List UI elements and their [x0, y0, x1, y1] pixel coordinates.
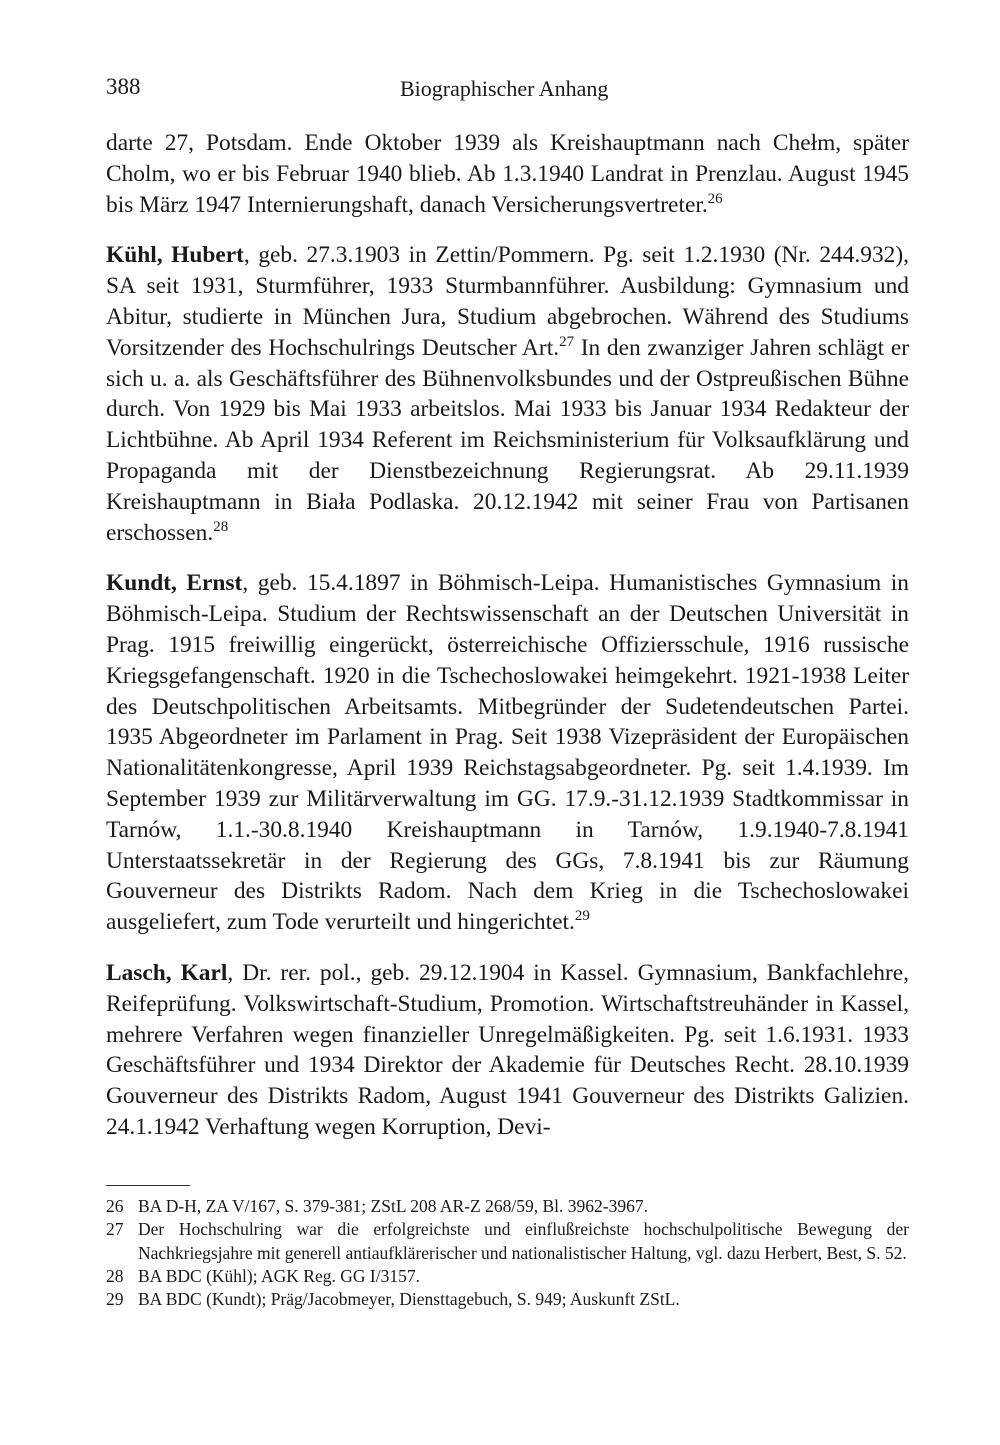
footnote-26 — [106, 1195, 909, 1218]
main-text — [106, 128, 909, 1143]
entry-name: Lasch, Karl — [106, 959, 228, 986]
entry-text: , geb. 15.4.1897 in Böhmisch-Leipa. Humanistisches Gymnasium in Böhmisch-Leipa. Studium der Rechtswissenschaft an der Deutschen Universität in Prag. 1915 freiwillig eingerückt, österreichische Offiziersschule, 1916 russische Kriegsgefangenschaft. 1920 in die Tschechoslowakei heimgekehrt. 1921-1938 Leiter des Deutschpolitischen Arbeitsamts. Mitbegründer der Sudetendeutschen Partei. 1935 Abgeordneter im Parlament in Prag. Seit 1938 Vizepräsident der Europäischen Nationalitätenkongresse, April 1939 Reichstagsabgeordneter. Pg. seit 1.4.1939. Im September 1939 zur Militärverwaltung im GG. 17.9.-31.12.1939 Stadtkommissar in Tarnów, 1.1.-30.8.1940 Kreishauptmann in Tarnów, 1.9.1940-7.8.1941 Unterstaatssekretär in der Regierung des GGs, 7.8.1941 bis zur Räumung Gouverneur des Distrikts Radom. Nach dem Krieg in die Tschechoslowakei ausgeliefert, zum Tode verurteilt und hingerichtet. — [106, 570, 909, 936]
footnote-text: Der Hochschulring war die erfolgreichste und einflußreichste hochschulpolitische Bewegung der Nachkriegsjahre mit generell antiaufklärerischer und nationalistischer Haltung, vgl. dazu Herbert, Best, S. 52. — [138, 1219, 909, 1263]
running-title: Biographischer Anhang — [400, 76, 609, 101]
footnote-ref: 29 — [574, 908, 590, 925]
entry-text: , geb. 27.3.1903 in Zettin/Pommern. Pg. seit 1.2.1930 (Nr. 244.932), SA seit 1931, Sturmführer, 1933 Sturmbannführer. Ausbildung: Gymnasium und Abitur, studierte in München Jura, Studium abgebrochen. Während des Studiums Vorsitzender des Hochschulrings Deutscher Art. — [106, 242, 910, 361]
footnote-rule — [106, 1185, 190, 1186]
footnote-ref: 27 — [559, 333, 575, 350]
entry-name: Kundt, Ernst — [106, 570, 243, 597]
footnotes — [106, 1195, 909, 1311]
entry-kuehl — [106, 240, 909, 548]
footnote-number: 27 — [106, 1219, 124, 1240]
entry-text: , Dr. rer. pol., geb. 29.12.1904 in Kassel. Gymnasium, Bankfachlehre, Reifeprüfung. Volkswirtschaft-Studium, Promotion. Wirtschaftstreuhänder in Kassel, mehrere Verfahren wegen finanzieller Unregelmäßigkeiten. Pg. seit 1.6.1931. 1933 Geschäftsführer und 1934 Direktor der Akademie für Deutsches Recht. 28.10.1939 Gouverneur des Distrikts Radom, August 1941 Gouverneur des Distrikts Galizien. 24.1.1942 Verhaftung wegen Korruption, Devi- — [106, 959, 909, 1140]
footnote-number: 26 — [106, 1196, 124, 1216]
paragraph-continuation — [106, 128, 909, 220]
footnote-number: 28 — [106, 1265, 124, 1286]
footnote-text: BA BDC (Kundt); Präg/Jacobmeyer, Diensttagebuch, S. 949; Auskunft ZStL. — [138, 1289, 680, 1310]
footnote-text: BA D-H, ZA V/167, S. 379-381; ZStL 208 AR-Z 268/59, Bl. 3962-3967. — [138, 1196, 648, 1216]
footnote-29 — [106, 1288, 909, 1311]
footnote-text: BA BDC (Kühl); AGK Reg. GG I/3157. — [138, 1265, 420, 1286]
entry-text: darte 27, Potsdam. Ende Oktober 1939 als Kreishauptmann nach Chełm, später Cholm, wo er bis Februar 1940 blieb. Ab 1.3.1940 Landrat in Prenzlau. August 1945 bis März 1947 Internierungshaft, danach Versicherungsvertreter. — [106, 130, 909, 218]
page-number: 388 — [106, 74, 141, 99]
entry-lasch — [106, 958, 909, 1143]
footnote-28 — [106, 1265, 909, 1288]
footnote-27 — [106, 1218, 909, 1265]
entry-kundt — [106, 568, 909, 938]
footnote-ref: 28 — [213, 518, 229, 535]
footnote-number: 29 — [106, 1289, 124, 1310]
footnote-ref: 26 — [707, 190, 723, 207]
entry-name: Kühl, Hubert — [106, 242, 244, 269]
entry-text: In den zwanziger Jahren schlägt er sich u. a. als Geschäftsführer des Bühnenvolksbundes und der Ostpreußischen Bühne durch. Von 1929 bis Mai 1933 arbeitslos. Mai 1933 bis Januar 1934 Redakteur der Lichtbühne. Ab April 1934 Referent im Reichsministerium für Volksaufklärung und Propaganda mit der Dienstbezeichnung Regierungsrat. Ab 29.11.1939 Kreishauptmann in Biała Podlaska. 20.12.1942 mit seiner Frau von Partisanen erschossen. — [106, 334, 909, 546]
